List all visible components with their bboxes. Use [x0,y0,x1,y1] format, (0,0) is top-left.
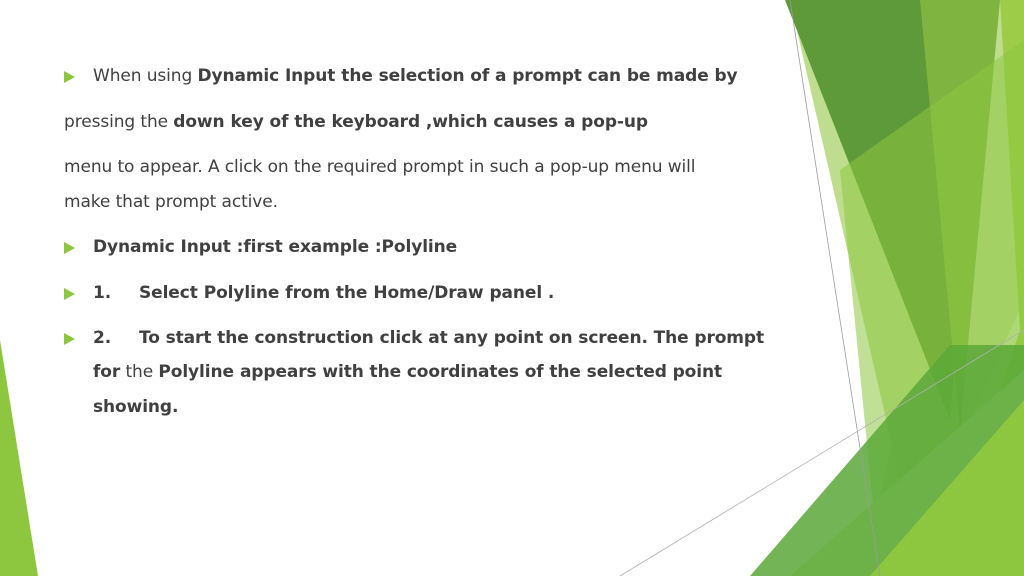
bullet-arrow-icon [64,71,75,83]
bullet-4-construction: To start the construction [139,328,374,348]
bullet-4-line-1 [93,328,764,348]
bullet-3-number: 1. [93,283,112,303]
bullet-4-line-3: showing. [93,397,179,417]
bullet-4-number: 2. [93,328,112,348]
bullet-4-click: click [379,328,423,348]
line-2-bold-rest: key of the keyboard ,which causes a pop-up [230,112,648,132]
bullet-4-at-any-point: at any point on screen. The prompt [428,328,765,348]
bullet-4-for: for [93,362,121,382]
paragraph-line-4: make that prompt active. [64,192,278,212]
bullet-3-home-draw: Home/Draw [373,283,484,303]
bullet-1-bold-rest: the selection of a prompt can be made by [341,66,738,86]
left-green-wedge [0,340,38,576]
bullet-3-select: Select [139,283,198,303]
bullet-3-polyline: Polyline [203,283,280,303]
bullet-1-text [93,66,738,86]
bullet-4-polyline: Polyline [158,362,234,382]
bullet-arrow-icon [64,288,75,300]
paragraph-line-3: menu to appear. A click on the required prompt in such a pop-up menu will [64,157,696,177]
bullet-3-from-the: from the [285,283,368,303]
bullet-3-text [93,283,554,303]
bullet-2-text: Dynamic Input :first example :Polyline [93,237,458,257]
bullet-1-prefix: When using [93,66,198,86]
bullet-4-line-2 [93,362,722,382]
bullet-1-bold-term: Dynamic Input [197,66,336,86]
bullet-4-appears: appears with the coordinates of the selected point [239,362,723,382]
paragraph-line-2 [64,112,648,132]
bullet-arrow-icon [64,242,75,254]
line-2-bold-down: down [173,112,225,132]
bullet-arrow-icon [64,333,75,345]
line-2-prefix: pressing the [64,112,174,132]
bullet-3-panel: panel . [489,283,555,303]
bullet-4-the: the [120,362,159,382]
